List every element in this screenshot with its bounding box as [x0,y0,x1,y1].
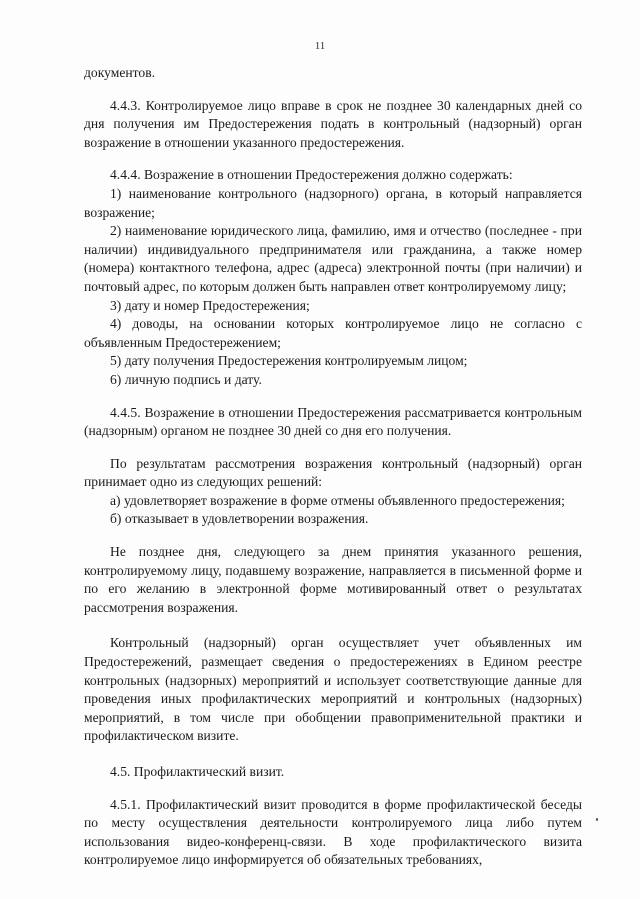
paragraph-continuation: документов. [84,65,156,80]
paragraph-4-4-3: 4.4.3. Контролируемое лицо вправе в срок не позднее 30 календарных дней со дня получения им Предостережения подать в контрольный (надзорный) орган возражение в отношении указанного предостережения. [84,97,582,150]
list-item-5: 5) дату получения Предостережения контролируемым лицом; [110,353,468,369]
list-item-4: 4) доводы, на основании которых контролируемое лицо не согласно с объявленным Предостережением; [84,316,582,350]
decision-item-b: б) отказывает в удовлетворении возражения. [110,511,369,527]
list-item-2: 2) наименование юридического лица, фамилию, имя и отчество (последнее - при наличии) индивидуального предпринимателя или гражданина, а также номер (номера) контактного телефона, адрес (адреса) электронной почты (при наличии) и почтовый адрес, по которым должен быть направлен ответ контролируемому лицу; [84,223,582,294]
section-heading-4-5: 4.5. Профилактический визит. [110,764,285,779]
paragraph-4-4-5: 4.4.5. Возражение в отношении Предостережения рассматривается контрольным (надзорным) органом не позднее 30 дней со дня его получения. [84,404,582,439]
list-item-1: 1) наименование контрольного (надзорного) органа, в который направляется возражение; [84,185,582,220]
paragraph-response: Не позднее дня, следующего за днем принятия указанного решения, контролируемому лицу, подавшему возражение, направляется в письменной форме и по его желанию в электронной форме мотивированный ответ о результатах рассмотрения возражения. [84,544,582,615]
list-item-3: 3) дату и номер Предостережения; [110,297,310,313]
paragraph-4-5-1: 4.5.1. Профилактический визит проводится в форме профилактической беседы по месту осуществления деятельности контролируемого лица либо путем использования видео-конференц-связи. В ходе профилактического визита контролируемое лицо информируется об обязательных требованиях, [84,796,582,868]
decision-item-a: а) удовлетворяет возражение в форме отмены объявленного предостережения; [110,492,565,508]
paragraph-4-4-4: 4.4.4. Возражение в отношении Предостережения должно содержать: [110,167,513,183]
document-body [84,64,582,870]
paragraph-accounting: Контрольный (надзорный) орган осуществляет учет объявленных им Предостережений, размещает сведения о предостережениях в Едином реестре контрольных (надзорных) мероприятий и использует соответствующие данные для проведения иных профилактических мероприятий и контрольных (надзорных) мероприятий, в том числе при обобщении правоприменительной практики и профилактическом визите. [84,635,582,744]
scan-speck [596,818,598,821]
list-item-6: 6) личную подпись и дату. [110,371,262,387]
paragraph-decisions: По результатам рассмотрения возражения контрольный (надзорный) орган принимает одно из следующих решений: [84,455,582,490]
page-number: 11 [314,40,326,52]
